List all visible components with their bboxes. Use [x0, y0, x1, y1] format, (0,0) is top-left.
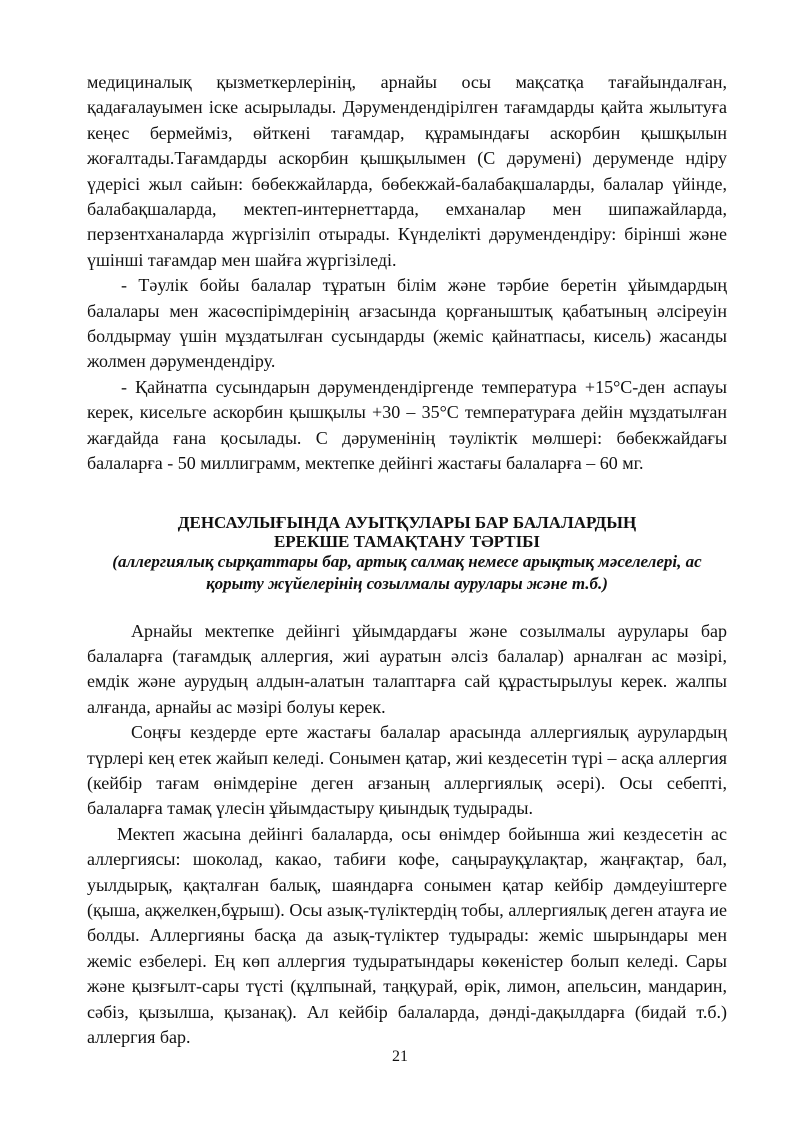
paragraph-6: Мектеп жасына дейінгі балаларда, осы өнімдер бойынша жиі кездесетін ас аллергиясы: шоколад, какао, табиғи кофе, саңырауқұлақтар, жаңғақтар, бал, уылдырық, қақталған балық, шаяндарға сонымен қатар кейбір дәмдеуіштерге (қыша, ақжелкен,бұрыш). Осы азық-түліктердің тобы, аллергиялық деген атауға ие болды. Аллергияны басқа да азық-түліктер тудырады: жеміс шырындары мен жеміс езбелері. Ең көп аллергия тудыратындары көкеністер болып келеді. Сары және қызғылт-сары түсті (құлпынай, таңқурай, өрік, лимон, апельсин, мандарин, сәбіз, қызылша, қызанақ). Ал кейбір балаларда, дәнді-дақылдарға (бидай т.б.) аллергия бар.	[87, 823, 727, 1047]
paragraph-2: - Тәулік бойы балалар тұратын білім және тәрбие беретін ұйымдардың балалары мен жасөспірімдерінің ағзасында қорғаныштық қабатының әлсіреуін болдырмау үшін мұздатылған сусындарды (жеміс қайнатпасы, кисель) жасанды жолмен дәрумендендіру.	[87, 275, 727, 372]
page-number: 21	[392, 1048, 408, 1065]
paragraph-4: Арнайы мектепке дейінгі ұйымдардағы және созылмалы аурулары бар балаларға (тағамдық аллергия, жиі ауратын әлсіз балалар) арналған ас мәзірі, емдік және аурудың алдын-алатын талаптарға сай құрастырылуы керек. жалпы алғанда, арнайы ас мәзірі болуы керек.	[87, 620, 727, 717]
section-heading	[87, 513, 727, 595]
heading-line-1: ДЕНСАУЛЫҒЫНДА АУЫТҚУЛАРЫ БАР БАЛАЛАРДЫҢ	[177, 512, 637, 532]
heading-line-2: ЕРЕКШЕ ТАМАҚТАНУ ТӘРТІБІ	[273, 531, 541, 551]
heading-subtitle: (аллергиялық сырқаттары бар, артық салмақ немесе арықтық мәселелері, ас қорыту жүйелерінің созылмалы аурулары және т.б.)	[112, 551, 702, 593]
section-body	[87, 619, 727, 1051]
paragraph-3: - Қайнатпа сусындарын дәрумендендіргенде температура +15°С-ден аспауы керек, кисельге аскорбин қышқылы +30 – 35°С температураға дейін мұздатылған жағдайда ғана қосылады. С дәруменінің тәуліктік мөлшері: бөбекжайдағы балаларға - 50 миллиграмм, мектепке дейінгі жастағы балаларға – 60 мг.	[87, 376, 727, 474]
document-page	[87, 70, 727, 1050]
paragraph-1: медициналық қызметкерлерінің, арнайы осы мақсатқа тағайындалған, қадағалауымен іске асырылады. Дәрумендендірілген тағамдарды қайта жылытуға кеңес бермейміз, өйткені тағамдар, құрамындағы аскорбин қышқылын жоғалтады.Тағамдарды аскорбин қышқылымен (С дәрумені) деруменде ндіру үдерісі жыл сайын: бөбекжайларда, бөбекжай-балабақшаларды, балалар үйінде, балабақшаларда, мектеп-интернеттарда, емханалар мен шипажайларда, перзентханаларда жүргізіліп отырады. Күнделікті дәрумендендіру: бірінші және үшінші тағамдар мен шайға жүргізіледі.	[87, 72, 727, 270]
paragraph-5: Соңғы кездерде ерте жастағы балалар арасында аллергиялық аурулардың түрлері кең етек жайып келеді. Сонымен қатар, жиі кездесетін түрі – асқа аллергия (кейбір тағам өнімдеріне деген ағзаның аллергиялық әсері). Осы себепті, балаларға тамақ үлесін ұйымдастыру қиындық тудырады.	[87, 722, 727, 819]
